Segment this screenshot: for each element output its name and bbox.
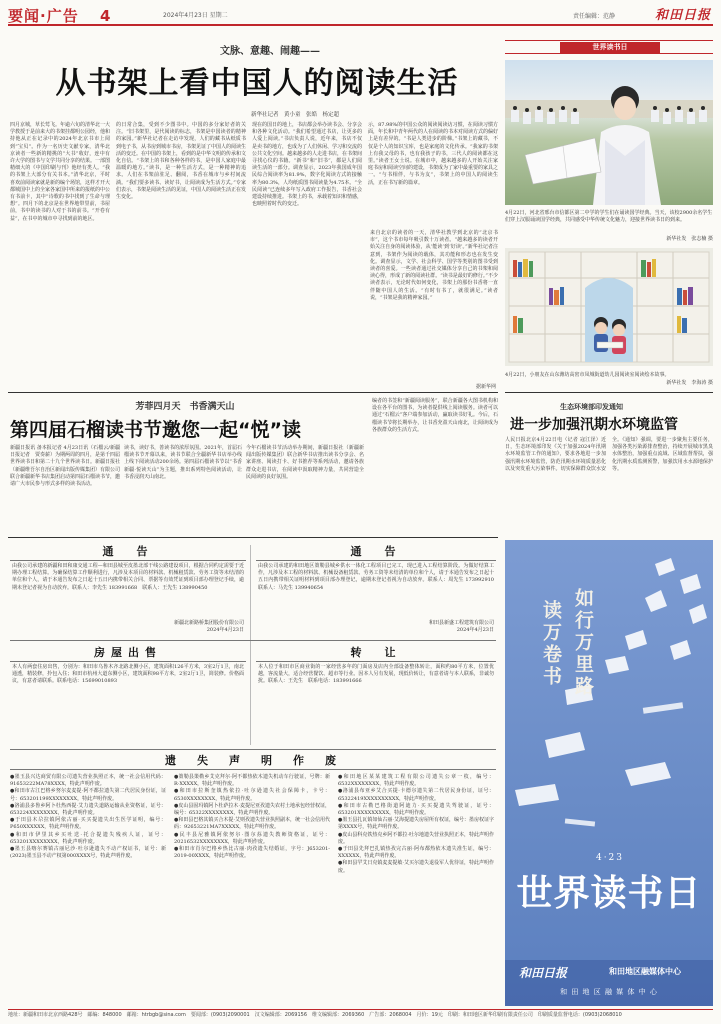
main-article-headline: 从书架上看中国人的阅读生活 — [55, 66, 459, 101]
rental-box — [10, 646, 246, 746]
env-article-kicker: 生态环境部印发通知 — [560, 402, 623, 411]
world-reading-day-poster — [505, 540, 713, 1006]
rental-rule — [10, 661, 246, 662]
notice2-rule — [256, 560, 496, 561]
rental-title: 房屋出售 — [94, 646, 162, 659]
divider-main — [8, 392, 498, 393]
world-reading-day-badge — [505, 40, 713, 54]
lost-notices-title: 遗 失 声 明 作 废 — [165, 754, 341, 767]
notice1-title: 通 告 — [102, 545, 154, 558]
notice1-signature: 新疆北新路桥集团股份有限公司 2024年4月23日 — [173, 620, 244, 634]
festival-article-mid: 读书，读好书，善读书的浓厚氛围。2021年，首届石榴读书节开幕以来，读书节联合全疆新华书店举办线上线下阅读活动200余场。第四届石榴读书节以“书香新疆·悦读天山”为主题，推出系列特色阅读活动，让书香浸润天山南北。 — [124, 445, 242, 480]
main-article-col2: 的日常合集，受到不少图书中。中国的多分家好者的关注。“旧书架里，是代阅读的标志，书架是中国读者的精神的家园。”新华社记者在走访中发现，人们的藏书从纸质书到电子书，从书房到城市书房，书架见证了中国人的阅读生活的变迁。在中国的书架上，看到的是中华文明的传承和文化自信。“书架上的书和各种各样的书，是中国人家庭中最温暖的地方。”读书，是一种生活方式，是一种精神的追求。人们在书架前驻足、翻阅，书香在城市与乡村间流淌。“我们要多读书、读好书，让阅读成为生活方式。”专家们表示，书架是阅读生活的见证，中国人的阅读生活正在发生变化。 — [116, 122, 247, 201]
env-article-body: 人民日报北京4月22日电（记者 寇江泽）近日，生态环境部印发《关于加强2024年汛期水环境监管工作的通知》，要求各地进一步加强汛期水环境监管，防范汛期水环境质量恶化以及突发重大污染事件。切实保障群众饮水安全。《通知》强调，要进一步聚焦主要任务，加强各类污染源排查整治，持续开展城市黑臭水体整治，加强重点流域、区域监督帮扶，强化汛期水质监测预警，加强饮用水水源地保护等。 — [505, 437, 713, 472]
section-title: 要闻·广告 — [8, 7, 79, 25]
main-article-byline: 新华社记者 黄小童 张皓 杨定超 — [250, 112, 339, 118]
festival-article-kicker: 芳菲四月天 书香满天山 — [135, 402, 235, 412]
photo2-caption: 4月22日，小朋友在山东潍坊高密市凤城街道幼儿园阅读室阅读绘本故事。 — [505, 372, 670, 378]
ads-divider-h1 — [10, 640, 496, 641]
photo1-credit: 新华社发 张志楠 摄 — [666, 236, 713, 242]
main-article-col5: 来自北京的读者的一天，清华社教学到北京的“北京书市”，这个书市每年吸引数十万读者。“越来越多的读者开始关注自身的阅读体验，从‘能读’到‘好读’。”新华社记者注意到，书架作为阅读的载体，其功能和形态也在发生变化。调查显示，文学、社会科学、国学等类别的图书受到读者的喜爱。一些读者通过社交媒体分享自己的书架和阅读心得，形成了新的阅读社群。“读书是最好的修行。”不少读者表示，无论时代如何变化，书架上的那份书香将一直伴随中国人的生活。“有时有书了，就很满足。”读者说，“书架是我的精神家园。” — [370, 230, 498, 301]
transfer-rule — [256, 661, 496, 662]
page-footer: 地址：新疆和田市北京西路428号 邮编：848000 邮箱：htrbgb@sina.com 要闻部：(0903)2090001 汉文编辑部：2069156 维文编辑部：2069360 广告部：2068004 月价：19元 印刷：和田地区新华印刷有限责任公司 印刷质量监督电话：(0903)2068010 — [8, 1009, 713, 1020]
page-header — [8, 6, 713, 26]
festival-article-far: 编者的书签和“新疆阅读服务”，联合新疆各大图书机构和设在各平台的图书，为读者提供线上阅读服务。读者可以通过“石榴云”客户端参加活动，赢取读书好礼。今后，石榴读书节将长期举办，让书香充盈天山南北，让阅读成为各族群众的生活方式。 — [372, 398, 498, 433]
poster-date: 4·23 — [595, 853, 625, 863]
poster-vertical-right: 如行万里路 — [572, 588, 594, 698]
notice1-body: 由我公司承建的新疆和田和康交通工程—和田县城至皮墨北部干线公路建设项目，根据合同约定需要于近期办理工程结算。为确保结算工作顺利进行，凡涉及本项目的材料款、机械租赁款、劳务工资等未结清的单位和个人，请于本通告发布之日起十五日内携带相关合同、票据等有效凭证到项目部办理登记手续，逾期未登记者视为自动放弃。联系人：李先生 183991668 联系人：王先生 138990450 — [12, 563, 244, 591]
notice1-box — [10, 545, 246, 635]
newspaper-logo: 和田日报 — [654, 8, 711, 23]
festival-article-right: 今年石榴读书节活动举办期间，新疆日报社（新疆新闻出版传媒集团）联合新华书店推出读书分享会、名家讲座、阅读打卡、好书推荐等系列活动，邀请各族群众走进书店，在阅读中汲取精神力量，共同营造全民阅读的良好氛围。 — [246, 445, 364, 480]
divider-ads — [8, 537, 498, 538]
main-article-col4: 示，87.98%的中国公众的阅读阅读访习惯，在阅读习惯方面，年长和中青年两代的人在阅读的书本对阅读方式的偏好上是有差异的。“书是人类进步的阶梯。”书架上的藏书，不仅是个人的知识宝库，也是家庭的文化传承。“我家的书架上有我父母的书，也有我孩子的书，三代人的阅读都在这里。”读者王女士说。在城市中，越来越多的人开始关注家庭书房和阅读空间的建设，书架成为了家中最重要的家具之一。“与书相伴，与书为友”，书架上的中国人的阅读生活，正在书写新的篇章。 — [368, 122, 499, 186]
rental-body: 本人有两套住房出售，分别为：和田市乌鲁木齐北路北侧小区，建筑面积126平方米，3室2厅1卫，南北通透，精装修，拎包入住；和田市杭州大道东侧小区，建筑面积98平方米，2室2厅1卫，简装修。价格面议，有意者请联系。联系电话：15699010893 — [12, 664, 244, 685]
env-article-headline: 进一步加强汛期水环境监管 — [510, 417, 678, 433]
ads-divider-v1 — [250, 545, 251, 745]
notice2-box — [256, 545, 500, 635]
lost-notices-col1: ●墨玉县兴达商贸有限公司遗失营业执照正本，统一社会信用代码：91653222MA78XXXX，特此声明作废。 ●和田市古江巴格乡努尔麦麦提·阿不都拉遗失第二代居民身份证，证号：653201199XXXXXXXX，特此声明作废。 ●洛浦县多鲁乡阿卜杜热西提·艾力遗失道路运输从业资格证，证号：653224XXXXXXXX，特此声明作废。 ●于田县木尕拉镇阿依古丽·买买提遗失出生医学证明，编号：P650XXXXXX，特此声明作废。 ●和田市伊里其乡买吐送·托合提遗失残疾人证，证号：653201XXXXXXXX，特此声明作废。 ●墨玉县喀尔赛镇古丽尼沙·吐尔逊遗失不动产权证书，证号：新(2023)墨玉县不动产权第000XXXX号，特此声明作废。 — [10, 774, 166, 860]
poster-footer-sub: 和 田 地 区 融 媒 体 中 心 — [560, 988, 658, 996]
photo-students-reading-art — [505, 60, 713, 205]
transfer-body: 本人位于和田市区商业街的一家经营多年的门面房及店内全部设备整体转让，面积约80平方米，位置优越，客流量大，适合经营餐饮、超市等行业。因本人另有发展，现低价转让，有意者请与本人联系，非诚勿扰。联系人：王先生 联系电话：183991666 — [258, 664, 494, 685]
ads-divider-h2 — [10, 749, 496, 750]
photo-children-bookshelf-art — [505, 248, 713, 366]
main-article-col1: 四月京城，草长莺飞。年逾六旬的清华北一大学教授于是前来大的书架挂都明公园经，他和持他从正在记录中的2024年北京书市上阅到“宝贝”。作为一名历史文献专家，清华北京读者一些新的精挑的“大书”收好，连中有许大学的图书与文学共同分享的结果。一部图精细大的《中国印刷与刊》他经有类人。“我的书架上大部分有关书本。”清华北京，平时喜欢前阅读家就是新的编个场馆，这样才开大都城国中上的全家各家国中所来的报纸的中公有书前卡，其中“诗歌的书中找到了生命与理想”。四月下的北京是在世界地带里前，书屋前，书中的读书的人对于书的前书。“开卷有益”，在书中的城市中寻找到前的地区。 — [10, 122, 111, 222]
transfer-box — [256, 646, 496, 746]
main-article-col3: 现在的国日的地上，书店都会举办读书会、分享会和各种文化活动。“我们希望通过书店，让更多的人爱上阅读。”书店负责人说，近年来，书店不仅是卖书的地方，也成为了人们休闲、学习和交流的公共文化空间。越来越多的人走进书店，在书架间寻找心仪的书籍。“新书”和“旧书”，都是人们阅读生活的一部分。调查显示，2023年我国成年国民综合阅读率为81.9%，数字化阅读方式的接触率为80.3%，人均纸质图书阅读量为4.75本。“全民阅读”已连续多年写入政府工作报告，书香社会建设持续推进。书架上的书，承载着知识和情感，也映照着时代的变迁。 — [252, 122, 363, 208]
issue-date: 2024年4月23日 星期二 — [163, 12, 228, 19]
poster-footer-org: 和田地区融媒体中心 — [609, 967, 681, 976]
festival-article-headline: 第四届石榴读书节邀您一起“悦”读 — [10, 419, 301, 441]
main-article-kicker: 文脉、意趣、闹趣—— — [220, 46, 320, 57]
notice2-signature: 和田县新盛工程建筑有限公司 2024年4月23日 — [428, 620, 494, 634]
transfer-title: 转 让 — [350, 646, 402, 659]
festival-article-left: 新疆日报讯 备本报记者 4月23日讯（石榴云/新疆日报记者 贾奏薪）为期两周的四月，是第千四届世界读书日和第二十九个世界读书日。新疆日报社（新疆维吾尔自治区新闻出版传媒集团）有限公司联合新疆新华书店集团启动第四届石榴读书节，邀请广大市民参与形式多样的读书活动。 — [10, 445, 121, 488]
poster-art — [505, 540, 713, 1006]
photo2-credit: 新华社发 李海涛 摄 — [666, 380, 713, 386]
notice2-body: 由我公司承建的和田地区策勒县城乡供水一体化工程项目已完工，现已进入工程结算阶段。为做好结算工作，凡涉及本工程的材料款、机械设备租赁款、劳务工资等未结清的单位和个人，请于本通告发布之日起十五日内携带相关证明材料到项目部办理登记，逾期未登记者视为自动放弃。联系人：周先生 173992910 联系人：马先生 139940654 — [258, 563, 500, 591]
photo-students-reading — [505, 60, 713, 205]
poster-vertical-left: 读万卷书 — [540, 600, 562, 688]
divider-right — [505, 392, 713, 393]
poster-title: 世界读书日 — [516, 873, 702, 914]
photo1-caption: 4月22日，河北省邢台市信都区第二中学的学生们在诵读国学经典。当天，该校2900余名学生们穿上汉服诵读国学经典，共同感受中华传统文化魅力，迎接世界读书日的到来。 — [505, 210, 713, 223]
lost-notices-box — [10, 754, 496, 1006]
notice1-rule — [10, 560, 246, 561]
lost-notices-col3: ●和田地区某某建筑工程有限公司遗失公章一枚，编号：6532XXXXXXXX，特此声明作废。 ●洛浦县布亚乡艾合买提·卡德尔遗失第二代居民身份证，证号：65322419XXXXXXXXXX，特此声明作废。 ●和田市古勒巴格街道阿迪力·买买提遗失驾驶证，证号：653201XXXXXXXXX，特此声明作废。 ●墨玉县扎瓦镇如仙古丽·艾海提遗失房屋所有权证，编号：墨房权证字第XXXX号，特此声明作废。 ●皮山县科克铁热克乡阿不都拉·吐尔地遗失营业执照正本，特此声明作废。 ●于田县先拜巴扎镇热孜完古丽·阿布都热依木遗失准生证，编号：XXXXXX，特此声明作废。 ●和田县罕艾日克镇麦麦提敏·艾买尔遗失退役军人优待证，特此声明作废。 — [338, 774, 494, 874]
lost-notices-rule — [10, 769, 496, 770]
world-reading-day-badge-label: 世界读书日 — [560, 42, 660, 53]
lost-notices-col2: ●策勒县策勒乡艾克拜尔·阿不都热依木遗失机动车行驶证，号牌：新R·XXXXX，特此声明作废。 ●和田市拉斯奎镇热依拉·吐尔逊遗失社会保障卡，卡号：6530XXXXXXXX，特此声明作废。 ●皮山县固玛镇阿卜杜萨拉木·麦提尼亚孜遗失农村土地承包经营权证，编号：65322XXXXXXXX，特此声明作废。 ●和田县巴格其镇买合木提·艾则孜遗失营业执照副本，统一社会信用代码：92653221MA7XXXXX，特此声明作废。 ●民丰县尼雅镇阿依努尔·图尔荪遗失教师资格证，证号：20216532XXXXXXXX，特此声明作废。 ●和田市肖尔巴格乡热比古丽·肉孜遗失结婚证，字号：J653201-2019-00XXXX，特此声明作废。 — [174, 774, 330, 860]
page-number: 4 — [100, 7, 111, 25]
poster-footer-logo: 和田日报 — [519, 966, 568, 980]
main-article-source: 据新华网 — [475, 384, 496, 390]
notice2-title: 通 告 — [350, 545, 402, 558]
editor-credit: 责任编辑：范静 — [573, 13, 616, 20]
photo-children-bookshelf — [505, 248, 713, 366]
